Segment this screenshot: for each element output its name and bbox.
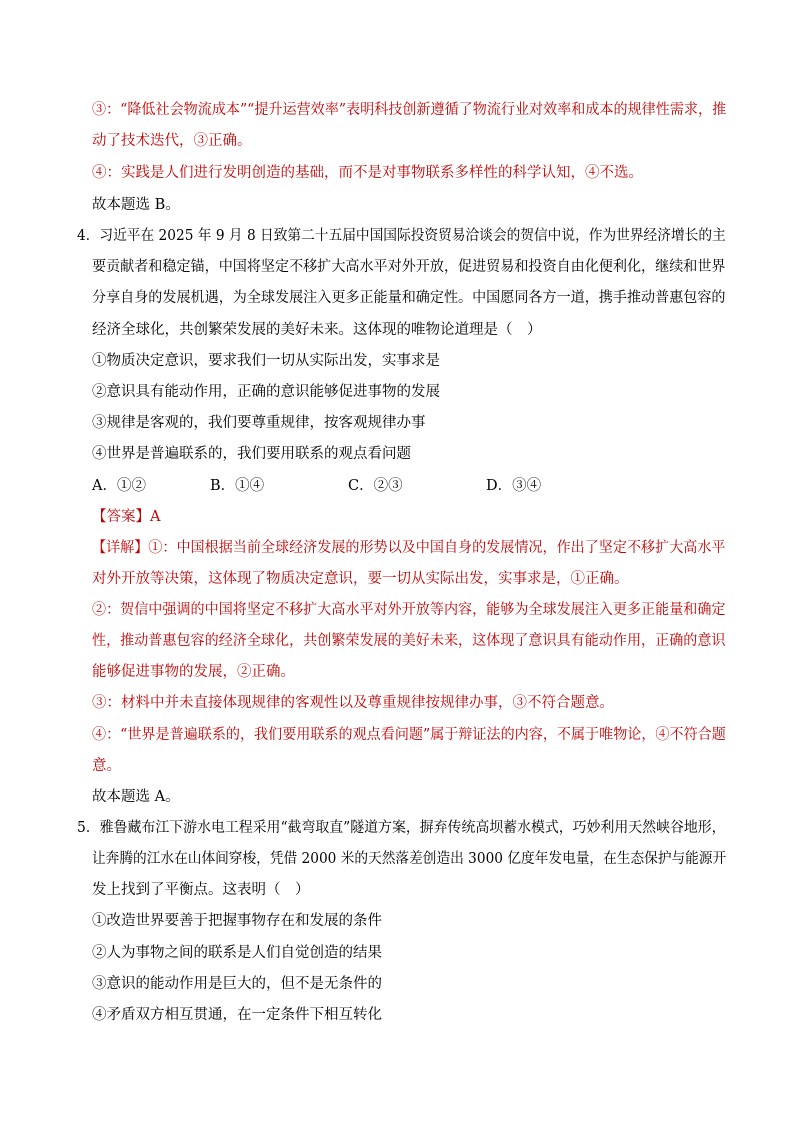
q4-answer: 【答案】A	[92, 509, 161, 525]
prev-analysis-line-1: ③：“降低社会物流成本”“提升运营效率”表明科技创新遵循了物流行业对效率和成本的规律性需求，推	[92, 102, 727, 118]
prev-analysis-line-2: 动了技术迭代，③正确。	[92, 133, 252, 149]
q4-analysis-line-5: 能够促进事物的发展，②正确。	[92, 664, 295, 680]
q4-conclusion: 故本题选 A。	[92, 789, 180, 805]
q5-stem-line-1: 5．雅鲁藏布江下游水电工程采用“截弯取直”隧道方案，摒弃传统高坝蓄水模式，巧妙利用天然峡谷地形，	[77, 820, 726, 836]
q4-option-b: B．①④	[210, 478, 265, 494]
q4-item-2: ②意识具有能动作用，正确的意识能够促进事物的发展	[92, 384, 440, 400]
q4-analysis-line-8: 意。	[92, 758, 121, 774]
q4-option-a: A．①②	[92, 478, 146, 494]
q5-item-4: ④矛盾双方相互贯通，在一定条件下相互转化	[92, 1007, 382, 1023]
q4-analysis-line-3: ②：贺信中强调的中国将坚定不移扩大高水平对外开放等内容，能够为全球发展注入更多正能量和确定	[92, 602, 726, 618]
q5-item-3: ③意识的能动作用是巨大的，但不是无条件的	[92, 976, 382, 992]
q5-stem-line-3: 发上找到了平衡点。这表明（ ）	[92, 882, 310, 898]
q5-item-2: ②人为事物之间的联系是人们自觉创造的结果	[92, 945, 382, 961]
q5-stem-line-2: 让奔腾的江水在山体间穿梭，凭借 2000 米的天然落差创造出 3000 亿度年发电量，在生态保护与能源开	[92, 851, 727, 867]
q4-analysis-line-4: 性，推动普惠包容的经济全球化，共创繁荣发展的美好未来，这体现了意识具有能动作用，正确的意识	[92, 633, 726, 649]
q4-option-c: C．②③	[348, 478, 403, 494]
prev-conclusion: 故本题选 B。	[92, 197, 180, 213]
q4-stem-line-3: 分享自身的发展机遇，为全球发展注入更多正能量和确定性。中国愿同各方一道，携手推动普惠包容的	[92, 290, 726, 306]
q4-stem-line-2: 要贡献者和稳定锚，中国将坚定不移扩大高水平对外开放，促进贸易和投资自由化便利化，继续和世界	[92, 259, 726, 275]
q4-analysis-line-1: 【详解】①：中国根据当前全球经济发展的形势以及中国自身的发展情况，作出了坚定不移扩大高水平	[92, 540, 726, 556]
q4-option-d: D．③④	[486, 478, 542, 494]
q4-item-3: ③规律是客观的，我们要尊重规律，按客观规律办事	[92, 415, 426, 431]
q4-stem-line-1: 4．习近平在 2025 年 9 月 8 日致第二十五届中国国际投资贸易洽谈会的贺信中说，作为世界经济增长的主	[77, 228, 726, 244]
q4-item-4: ④世界是普遍联系的，我们要用联系的观点看问题	[92, 446, 411, 462]
q4-item-1: ①物质决定意识，要求我们一切从实际出发，实事求是	[92, 353, 440, 369]
q4-analysis-line-2: 对外开放等决策，这体现了物质决定意识，要一切从实际出发，实事求是，①正确。	[92, 571, 629, 587]
q4-analysis-line-7: ④：“世界是普遍联系的，我们要用联系的观点看问题”属于辩证法的内容，不属于唯物论，④不符合题	[92, 727, 726, 743]
q5-item-1: ①改造世界要善于把握事物存在和发展的条件	[92, 913, 382, 929]
q4-analysis-line-6: ③：材料中并未直接体现规律的客观性以及尊重规律按规律办事，③不符合题意。	[92, 695, 614, 711]
prev-analysis-line-3: ④：实践是人们进行发明创造的基础，而不是对事物联系多样性的科学认知，④不选。	[92, 165, 643, 181]
q4-stem-line-4: 经济全球化，共创繁荣发展的美好未来。这体现的唯物论道理是（ ）	[92, 322, 542, 338]
